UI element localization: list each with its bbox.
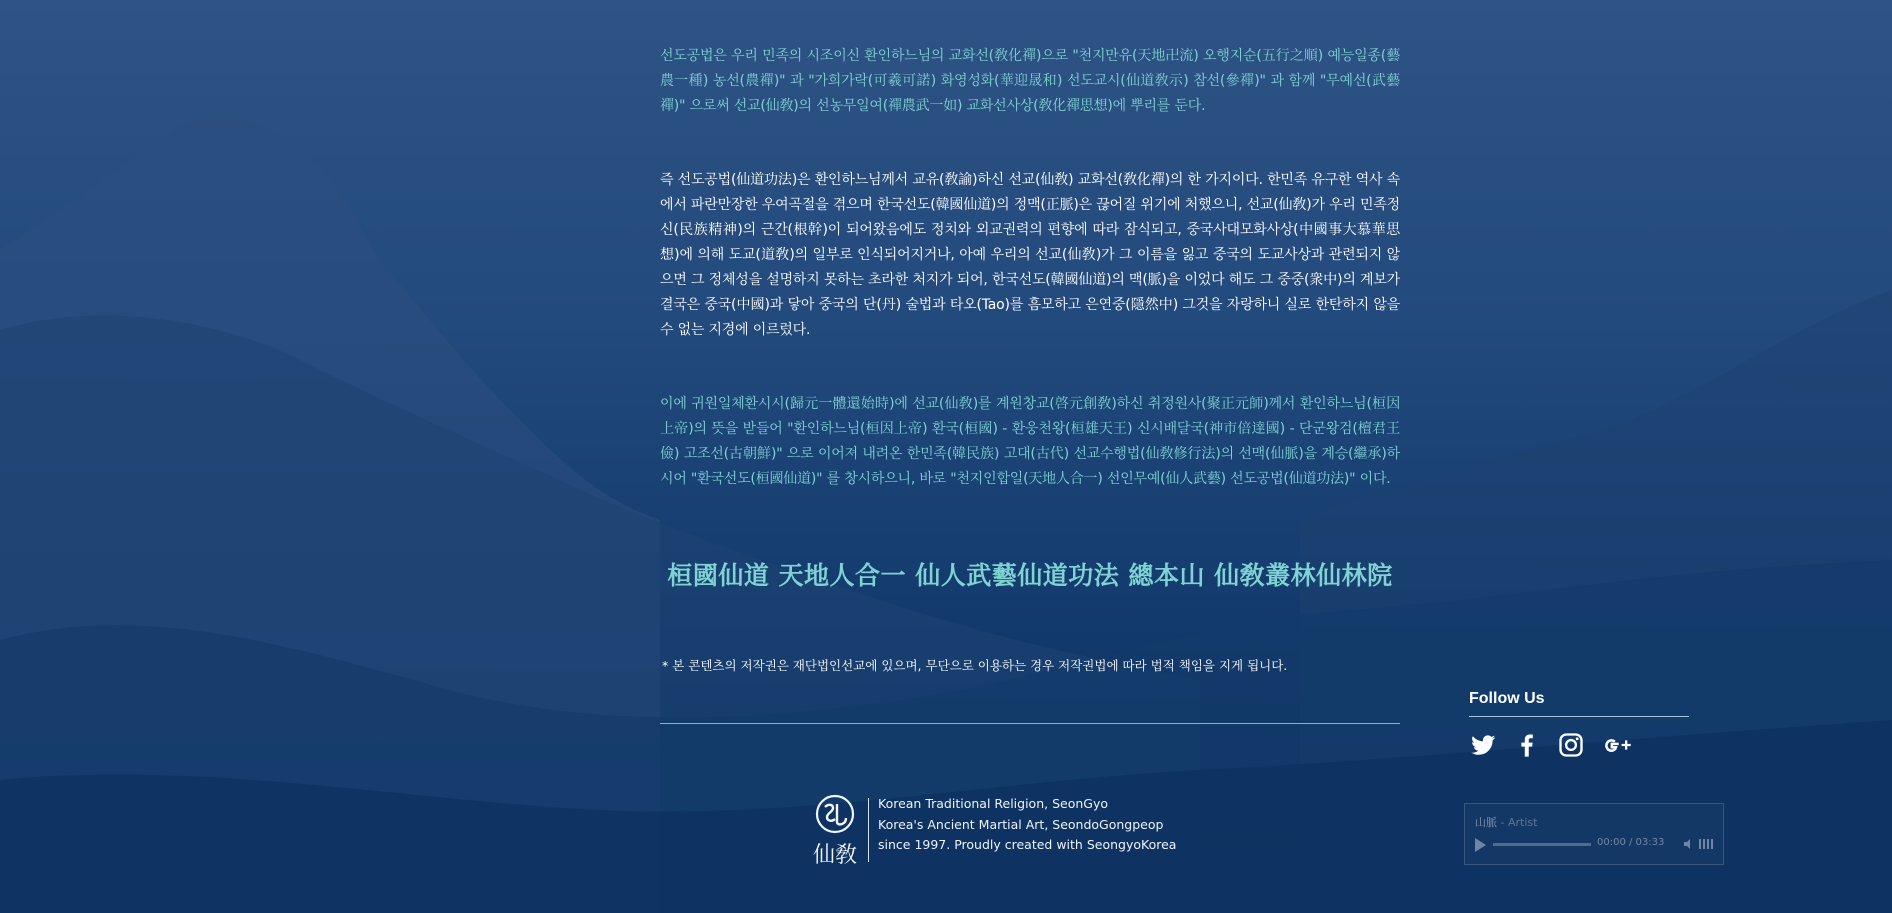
track-separator: - (1497, 816, 1508, 829)
volume-slider[interactable] (1699, 839, 1715, 849)
history-paragraph: 즉 선도공법(仙道功法)은 환인하느님께서 교유(敎諭)하신 선교(仙敎) 교화선(敎化禪)의 한 가지이다. 한민족 유구한 역사 속에서 파란만장한 우여곡절을 겪으며 한국선도(韓國仙道)의 정맥(正脈)은 끊어질 위기에 처했으니, 선교(仙敎)가 우리 민족정신(民族精神)의 근간(根幹)이 되어왔음에도 정치와 외교권력의 편향에 따라 잠식되고, 중국사대모화사상(中國事大慕華思想)에 의해 도교(道敎)의 일부로 인식되어지거나, 아예 우리의 선교(仙敎)가 그 이름을 잃고 중국의 도교사상과 관련되지 않으면 그 정체성을 설명하지 못하는 초라한 처지가 되어, 한국선도(韓國仙道)의 맥(脈)을 이었다 해도 그 중중(衆中)의 계보가 결국은 중국(中國)과 닿아 중국의 단(丹) 술법과 타오(Tao)를 흠모하고 은연중(隱然中) 그것을 자랑하니 실로 한탄하지 않을 수 없는 지경에 이르렀다. (660, 172, 1400, 338)
founding-paragraph: 이에 귀원일체환시시(歸元一體還始時)에 선교(仙敎)를 계원창교(啓元創敎)하신 취정원사(聚正元師)께서 환인하느님(桓因上帝)의 뜻을 받들어 "환인하느님(桓因上帝) 환국(桓國) - 환웅천왕(桓雄天王) 신시배달국(神市倍達國) - 단군왕검(檀君王儉) 고조선(古朝鮮)" 으로 이어져 내려온 한민족(韓民族) 고대(古代) 선교수행법(仙敎修行法)의 선맥(仙脈)을 계승(繼承)하시어 "환국선도(桓國仙道)" 를 창시하으니, 바로 "천지인합일(天地人合一) 선인무예(仙人武藝) 선도공법(仙道功法)" 이다. (660, 396, 1400, 487)
brand-text (878, 794, 1176, 856)
twitter-icon[interactable] (1469, 731, 1497, 759)
facebook-icon[interactable] (1513, 731, 1541, 759)
instagram-icon[interactable] (1557, 731, 1585, 759)
seek-bar[interactable] (1493, 843, 1591, 846)
follow-us-divider (1469, 716, 1689, 717)
brand-line-since: since 1997. Proudly created with SeongyoKorea (878, 837, 1177, 852)
follow-us-title: Follow Us (1469, 690, 1545, 707)
track-title: 山脈 (1475, 816, 1497, 829)
time-display: 00:00 / 03:33 (1597, 837, 1665, 848)
hanja-title: 桓國仙道 天地人合一 仙人武藝仙道功法 總本山 仙敎叢林仙林院 (667, 561, 1393, 590)
brand-line-martial-art: Korea's Ancient Martial Art, SeondoGongpeop (878, 816, 1164, 832)
volume-icon[interactable] (1683, 838, 1695, 850)
copyright-notice: * 본 콘텐츠의 저작권은 재단법인선교에 있으며, 무단으로 이용하는 경우 저작권법에 따라 법적 책임을 지게 됩니다. (662, 658, 1288, 673)
google-plus-icon[interactable] (1601, 731, 1629, 759)
player-controls (1475, 836, 1715, 852)
social-links (1469, 731, 1689, 759)
logo-separator (868, 798, 869, 862)
follow-us-section (1469, 690, 1689, 759)
audio-player (1464, 803, 1724, 865)
track-artist: Artist (1507, 816, 1538, 829)
intro-paragraph: 선도공법은 우리 민족의 시조이신 환인하느님의 교화선(敎化禪)으로 "천지만유(天地卍流) 오행지순(五行之順) 예능일종(藝農一種) 농선(農禪)" 과 "가희가락(可羲可諾) 화영성화(華迎晟和) 선도교시(仙道敎示) 참선(參禪)" 과 함께 "무예선(武藝禪)" 으로써 선교(仙敎)의 선농무일여(禪農武一如) 교화선사상(敎化禪思想)에 뿌리를 둔다. (660, 48, 1400, 114)
play-button[interactable] (1475, 838, 1486, 852)
track-info (1475, 814, 1537, 830)
footer-brand (808, 794, 1188, 866)
seongyo-logo (808, 794, 864, 866)
footer-divider (660, 723, 1400, 724)
brand-line-religion: Korean Traditional Religion, SeonGyo (878, 796, 1108, 811)
logo-text: 仙敎 (812, 843, 858, 866)
